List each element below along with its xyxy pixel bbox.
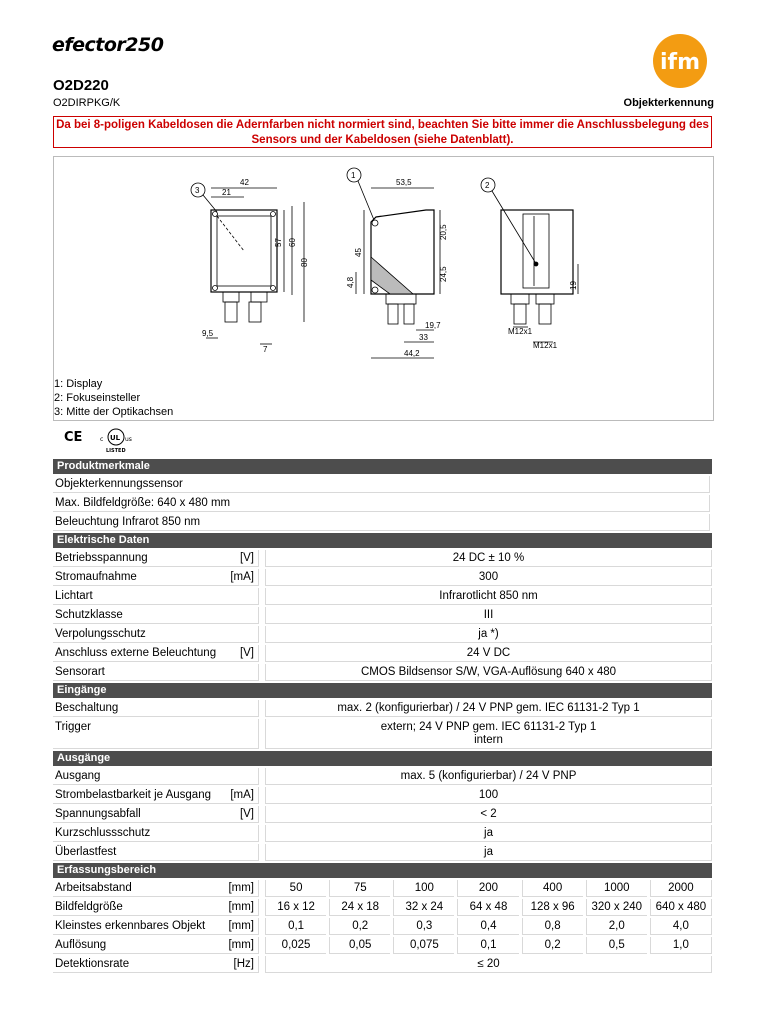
spec-value-cell: 0,2: [329, 918, 390, 935]
spec-value-cell: 0,1: [457, 937, 518, 954]
ifm-logo: [646, 33, 714, 89]
spec-row: [53, 719, 712, 749]
spec-value-cell: 24 x 18: [329, 899, 390, 916]
spec-row: [53, 880, 712, 897]
spec-unit: [mm]: [213, 918, 259, 935]
spec-row: [53, 664, 712, 681]
dim-24-5: 24,5: [439, 266, 448, 282]
spec-label-cell: [53, 550, 259, 567]
spec-value: ja: [265, 844, 712, 861]
spec-label: Bildfeldgröße: [53, 899, 213, 916]
spec-unit: [213, 588, 259, 605]
svg-text:us: us: [125, 436, 132, 443]
spec-label-cell: [53, 569, 259, 586]
spec-label: Verpolungsschutz: [53, 626, 213, 643]
spec-row: [53, 956, 712, 973]
spec-row: [53, 825, 712, 842]
spec-row: [53, 844, 712, 861]
dim-m12-a: M12x1: [508, 327, 533, 336]
dim-44-2: 44,2: [404, 349, 420, 358]
spec-unit: [213, 768, 259, 785]
spec-label: Stromaufnahme: [53, 569, 213, 586]
spec-label: Betriebsspannung: [53, 550, 213, 567]
spec-value-line: intern: [474, 734, 503, 746]
spec-unit: [mm]: [213, 880, 259, 897]
spec-label: Kleinstes erkennbares Objekt: [53, 918, 213, 935]
spec-value: ja: [265, 825, 712, 842]
spec-row: [53, 645, 712, 662]
spec-values: [265, 937, 712, 954]
spec-value-cell: 0,3: [393, 918, 454, 935]
dim-19-7: 19,7: [425, 321, 441, 330]
spec-value-cell: 200: [457, 880, 518, 897]
front-view: [191, 183, 304, 344]
spec-value: 24 V DC: [265, 645, 712, 662]
spec-value-cell: 640 x 480: [650, 899, 712, 916]
spec-label-cell: [53, 626, 259, 643]
spec-label: Beschaltung: [53, 700, 213, 717]
spec-value: 300: [265, 569, 712, 586]
callout-1: 1: [351, 171, 356, 180]
dimension-drawing-panel: [53, 156, 714, 421]
spec-row: [53, 495, 712, 512]
spec-label-cell: [53, 607, 259, 624]
spec-value-cell: 128 x 96: [522, 899, 583, 916]
spec-value-cell: 75: [329, 880, 390, 897]
spec-label: Trigger: [53, 719, 213, 749]
spec-unit: [213, 825, 259, 842]
spec-value: 100: [265, 787, 712, 804]
dim-m12-b: M12x1: [533, 341, 558, 350]
spec-value-cell: 1,0: [650, 937, 712, 954]
spec-row: [53, 550, 712, 567]
spec-label-cell: [53, 664, 259, 681]
spec-value-cell: 0,1: [265, 918, 326, 935]
dim-80: 80: [300, 258, 309, 267]
spec-value-line: extern; 24 V PNP gem. IEC 61131-2 Typ 1: [380, 721, 597, 733]
spec-value-cell: 100: [393, 880, 454, 897]
spec-label-cell: [53, 918, 259, 935]
spec-value-cell: 2,0: [586, 918, 647, 935]
spec-label-cell: [53, 768, 259, 785]
spec-unit: [213, 664, 259, 681]
spec-label-cell: [53, 645, 259, 662]
spec-label-cell: [53, 700, 259, 717]
dim-33: 33: [419, 333, 428, 342]
dim-57: 57: [274, 238, 283, 247]
spec-unit: [V]: [213, 645, 259, 662]
spec-text: Max. Bildfeldgröße: 640 x 480 mm: [53, 495, 710, 512]
dim-20-5: 20,5: [439, 224, 448, 240]
spec-value: max. 2 (konfigurierbar) / 24 V PNP gem. IEC 61131-2 Typ 1: [265, 700, 712, 717]
spec-unit: [213, 607, 259, 624]
rear-view: [481, 178, 578, 342]
spec-label-cell: [53, 899, 259, 916]
spec-row: [53, 787, 712, 804]
spec-label: Detektionsrate: [53, 956, 213, 973]
spec-label: Sensorart: [53, 664, 213, 681]
spec-label: Lichtart: [53, 588, 213, 605]
spec-value-cell: 0,5: [586, 937, 647, 954]
spec-value: [265, 719, 712, 749]
spec-label: Überlastfest: [53, 844, 213, 861]
spec-label: Anschluss externe Beleuchtung: [53, 645, 213, 662]
spec-value: max. 5 (konfigurierbar) / 24 V PNP: [265, 768, 712, 785]
efector-brand-logo: [52, 36, 237, 54]
spec-value-cell: 320 x 240: [586, 899, 647, 916]
spec-values: [265, 899, 712, 916]
section-header-erfassungsbereich: Erfassungsbereich: [53, 863, 712, 878]
spec-value-cell: 64 x 48: [457, 899, 518, 916]
spec-unit: [213, 844, 259, 861]
section-header-eingaenge: Eingänge: [53, 683, 712, 698]
spec-label: Kurzschlussschutz: [53, 825, 213, 842]
drawing-legend: [54, 377, 173, 419]
order-number: O2DIRPKG/K: [53, 97, 121, 109]
spec-value-cell: 0,025: [265, 937, 326, 954]
spec-unit: [mm]: [213, 937, 259, 954]
spec-unit: [V]: [213, 550, 259, 567]
dim-7: 7: [263, 345, 268, 354]
spec-value-cell: 0,8: [522, 918, 583, 935]
dim-53-5: 53,5: [396, 178, 412, 187]
section-header-ausgaenge: Ausgänge: [53, 751, 712, 766]
dim-45: 45: [354, 248, 363, 257]
spec-label-cell: [53, 787, 259, 804]
spec-value-cell: 4,0: [650, 918, 712, 935]
svg-text:UL: UL: [110, 434, 121, 442]
connection-warning: Da bei 8-poligen Kabeldosen die Adernfarben nicht normiert sind, beachten Sie bitte immer die Anschlussbelegung des Sensors und der Kabeldosen (siehe Datenblatt).: [53, 116, 712, 148]
product-model: O2D220: [53, 77, 109, 94]
spec-row: [53, 918, 712, 935]
spec-value: 24 DC ± 10 %: [265, 550, 712, 567]
spec-value-cell: 0,2: [522, 937, 583, 954]
spec-unit: [mA]: [213, 787, 259, 804]
section-header-produktmerkmale: Produktmerkmale: [53, 459, 712, 474]
spec-unit: [213, 700, 259, 717]
spec-value-cell: 50: [265, 880, 326, 897]
spec-label-cell: [53, 937, 259, 954]
dim-21: 21: [222, 188, 231, 197]
spec-value-cell: 1000: [586, 880, 647, 897]
ce-mark: CE: [64, 430, 83, 445]
spec-label: Ausgang: [53, 768, 213, 785]
spec-label: Strombelastbarkeit je Ausgang: [53, 787, 213, 804]
dim-19: 19: [569, 281, 578, 290]
spec-row: [53, 569, 712, 586]
section-header-elektrische-daten: Elektrische Daten: [53, 533, 712, 548]
callout-3: 3: [195, 186, 200, 195]
spec-value-cell: 16 x 12: [265, 899, 326, 916]
legend-item: 2: Fokuseinsteller: [54, 392, 141, 404]
logo-text: ifm: [659, 50, 701, 75]
dim-42: 42: [240, 178, 249, 187]
dim-9-5: 9,5: [202, 329, 214, 338]
spec-unit: [Hz]: [213, 956, 259, 973]
spec-value-cell: 0,075: [393, 937, 454, 954]
spec-row: [53, 806, 712, 823]
spec-label: Schutzklasse: [53, 607, 213, 624]
spec-value: ≤ 20: [265, 956, 712, 973]
spec-label-cell: [53, 806, 259, 823]
spec-row: [53, 588, 712, 605]
spec-row: [53, 626, 712, 643]
spec-unit: [213, 626, 259, 643]
spec-value: Infrarotlicht 850 nm: [265, 588, 712, 605]
spec-row: [53, 768, 712, 785]
certification-marks: [64, 427, 144, 455]
spec-values: [265, 880, 712, 897]
spec-label-cell: [53, 588, 259, 605]
spec-label-cell: [53, 880, 259, 897]
dim-60: 60: [288, 238, 297, 247]
spec-row: [53, 899, 712, 916]
spec-value: < 2: [265, 806, 712, 823]
spec-value-cell: 0,4: [457, 918, 518, 935]
spec-label: Arbeitsabstand: [53, 880, 213, 897]
spec-value: CMOS Bildsensor S/W, VGA-Auflösung 640 x 480: [265, 664, 712, 681]
spec-text: Beleuchtung Infrarot 850 nm: [53, 514, 710, 531]
product-category: Objekterkennung: [623, 97, 714, 109]
spec-unit: [213, 719, 259, 749]
spec-row: [53, 476, 712, 493]
spec-value-cell: 0,05: [329, 937, 390, 954]
legend-item: 3: Mitte der Optikachsen: [54, 406, 174, 418]
spec-label: Auflösung: [53, 937, 213, 954]
spec-table: [53, 459, 712, 975]
spec-label: Spannungsabfall: [53, 806, 213, 823]
spec-unit: [V]: [213, 806, 259, 823]
dimension-drawing: [178, 162, 598, 377]
dim-4-8: 4,8: [346, 276, 355, 288]
brand-text: efector250: [52, 36, 164, 54]
svg-text:LISTED: LISTED: [106, 448, 126, 454]
spec-value-cell: 2000: [650, 880, 712, 897]
spec-value: III: [265, 607, 712, 624]
spec-value-cell: 32 x 24: [393, 899, 454, 916]
callout-2: 2: [485, 181, 490, 190]
spec-row: [53, 937, 712, 954]
spec-unit: [mm]: [213, 899, 259, 916]
spec-unit: [mA]: [213, 569, 259, 586]
spec-label-cell: [53, 956, 259, 973]
spec-row: [53, 607, 712, 624]
svg-text:c: c: [100, 436, 104, 443]
spec-value-cell: 400: [522, 880, 583, 897]
spec-label-cell: [53, 825, 259, 842]
spec-value: ja *): [265, 626, 712, 643]
spec-text: Objekterkennungssensor: [53, 476, 710, 493]
spec-values: [265, 918, 712, 935]
spec-label-cell: [53, 719, 259, 749]
spec-row: [53, 514, 712, 531]
spec-label-cell: [53, 844, 259, 861]
spec-row: [53, 700, 712, 717]
legend-item: 1: Display: [54, 378, 103, 390]
